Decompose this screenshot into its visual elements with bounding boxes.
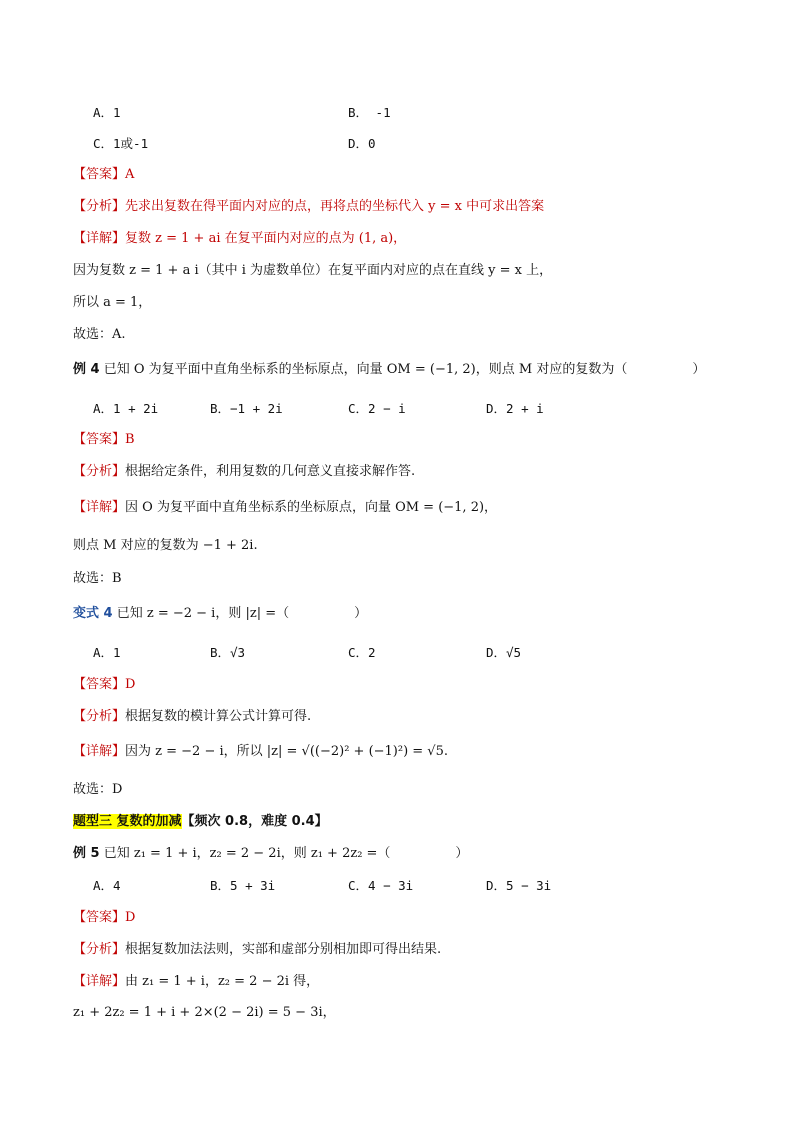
question-text: 已知 O 为复平面中直角坐标系的坐标原点，向量 OM = (−1, 2)，则点 M 对应的复数为（ ） [103,362,706,377]
detail-text: 因 O 为复平面中直角坐标系的坐标原点，向量 OM = (−1, 2)， [125,500,498,515]
analysis-line [73,463,415,481]
detail-line [73,743,448,761]
example-label: 例 5 [73,846,100,861]
analysis-line [73,941,441,959]
analysis-tag: 【分析】 [73,199,126,214]
detail-tag: 【详解】 [73,231,126,246]
detail-tag: 【详解】 [73,500,126,515]
detail-line [73,973,319,991]
option-b: B．−1 + 2i [210,401,283,416]
option-d: D．√5 [486,645,522,660]
option-b: B． -1 [348,105,391,120]
detail-line [73,499,497,517]
answer-tag: 【答案】 [73,167,126,182]
detail-text: z₁ + 2z₂ = 1 + i + 2×(2 − 2i) = 5 − 3i， [73,1005,336,1020]
answer-line [73,166,134,184]
option-b: B．√3 [210,645,246,660]
topic-title: 题型三 复数的加减 [73,814,182,829]
analysis-line [73,198,544,216]
answer-tag: 【答案】 [73,432,126,447]
answer-value: B [125,432,135,447]
answer-tag: 【答案】 [73,677,126,692]
option-a: A．4 [93,878,121,893]
detail-text: 复数 z = 1 + ai 在复平面内对应的点为 (1, a)， [125,231,407,246]
analysis-text: 根据复数的模计算公式计算可得. [125,709,312,724]
variant-label: 变式 4 [73,606,113,621]
option-c: C．2 [348,645,376,660]
example-label: 例 4 [73,362,100,377]
conclusion: 故选：D [73,782,123,797]
example-4-question [73,361,705,379]
analysis-tag: 【分析】 [73,709,126,724]
example-5-question [73,845,468,863]
detail-text: 所以 a = 1， [73,295,152,310]
option-b: B．5 + 3i [210,878,276,893]
analysis-line [73,708,311,726]
analysis-tag: 【分析】 [73,464,126,479]
option-d: D．0 [348,136,376,151]
detail-text: 则点 M 对应的复数为 −1 + 2i. [73,538,258,553]
answer-line [73,909,135,927]
topic-heading [73,813,328,831]
option-a: A．1 + 2i [93,401,159,416]
answer-line [73,431,135,449]
detail-tag: 【详解】 [73,744,126,759]
option-c: C．1或-1 [93,136,149,151]
option-c: C．4 − 3i [348,878,414,893]
detail-text: 因为 z = −2 − i，所以 |z| = √((−2)² + (−1)²) = √5. [125,744,448,759]
detail-text: 因为复数 z = 1 + a i（其中 i 为虚数单位）在复平面内对应的点在直线 y = x 上， [73,263,553,278]
option-d: D．2 + i [486,401,544,416]
answer-tag: 【答案】 [73,910,126,925]
analysis-text: 先求出复数在得平面内对应的点，再将点的坐标代入 y = x 中可求出答案 [125,199,545,214]
answer-value: A [125,167,135,182]
answer-line [73,676,135,694]
conclusion: 故选：B [73,571,122,586]
analysis-text: 根据给定条件，利用复数的几何意义直接求解作答. [125,464,416,479]
analysis-text: 根据复数加法法则，实部和虚部分别相加即可得出结果. [125,942,442,957]
option-d: D．5 − 3i [486,878,552,893]
analysis-tag: 【分析】 [73,942,126,957]
option-a: A．1 [93,645,121,660]
detail-line [73,230,406,248]
detail-tag: 【详解】 [73,974,126,989]
question-text: 已知 z₁ = 1 + i，z₂ = 2 − 2i，则 z₁ + 2z₂ =（ ） [103,846,469,861]
detail-text: 由 z₁ = 1 + i，z₂ = 2 − 2i 得， [125,974,320,989]
question-text: 已知 z = −2 − i，则 |z| =（ ） [116,606,368,621]
topic-meta: 【频次 0.8，难度 0.4】 [181,814,328,829]
option-c: C．2 − i [348,401,406,416]
conclusion: 故选：A. [73,327,126,342]
variant-4-question [73,605,367,623]
answer-value: D [125,677,136,692]
answer-value: D [125,910,136,925]
option-a: A．1 [93,105,121,120]
